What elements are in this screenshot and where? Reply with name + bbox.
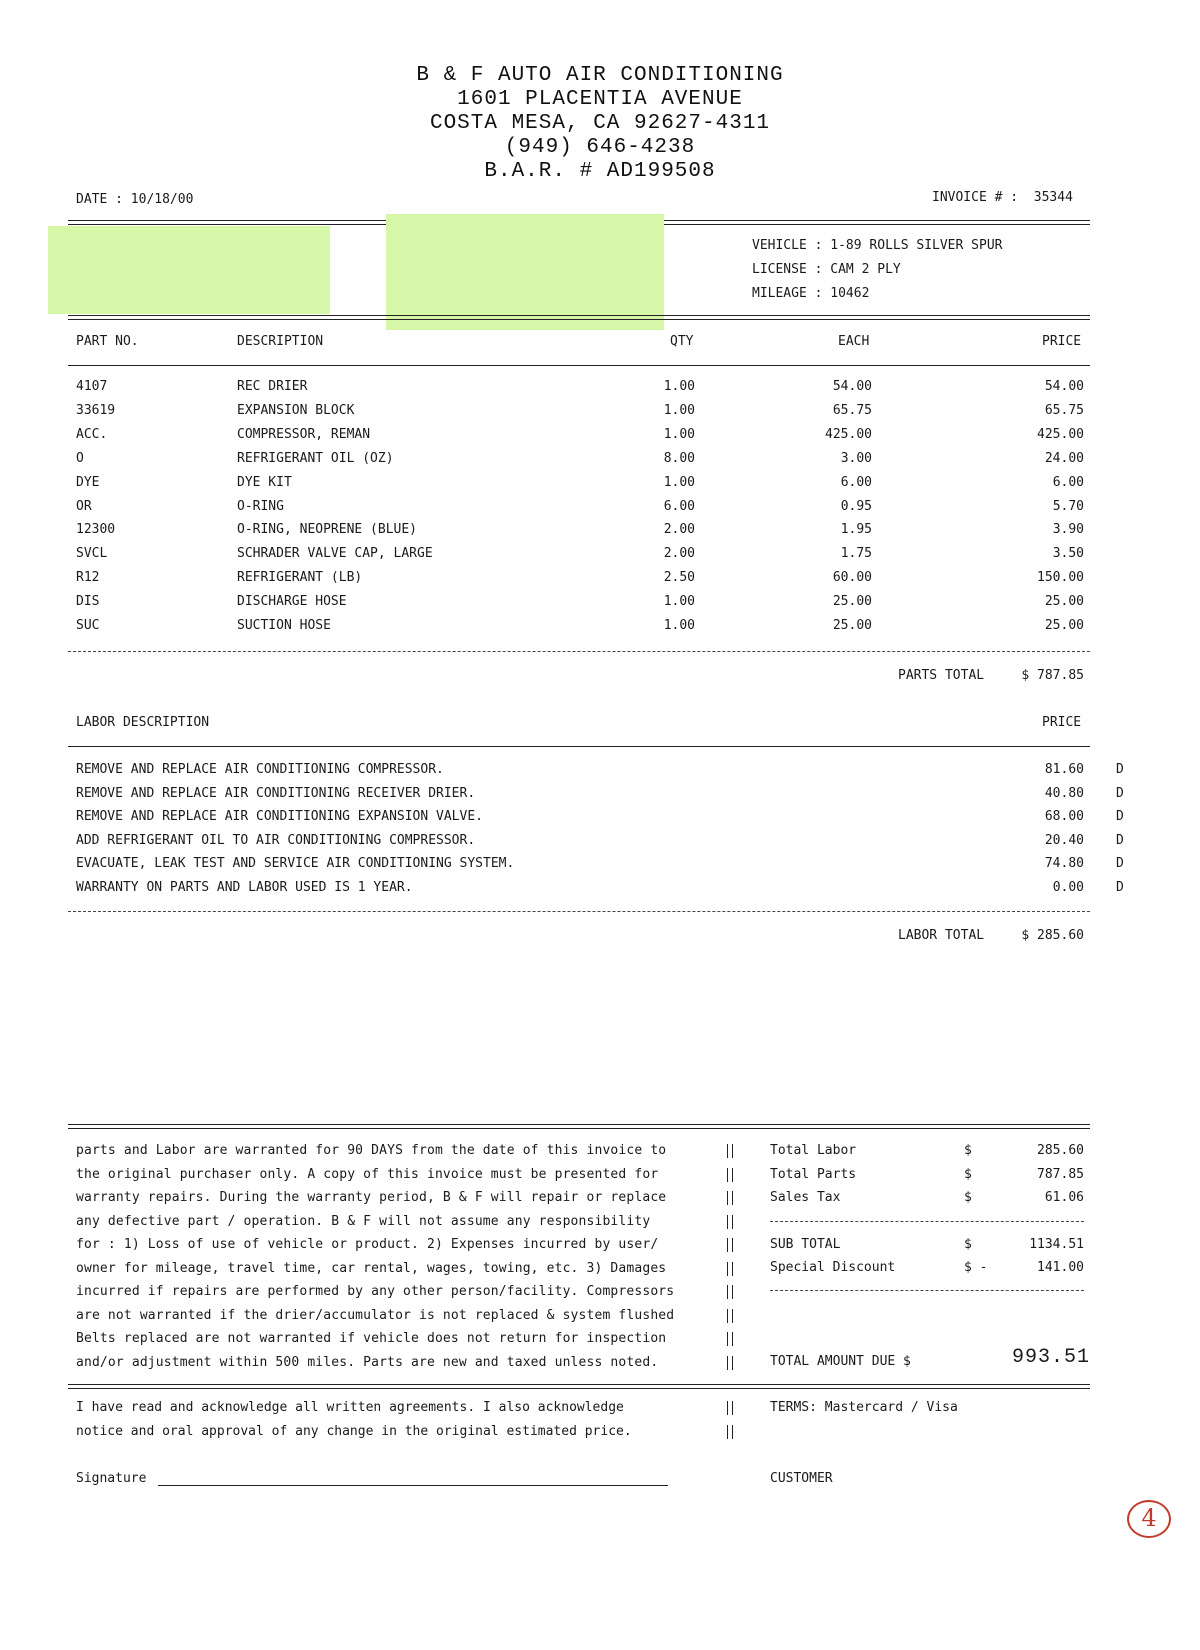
part-price: 150.00 xyxy=(1037,570,1084,586)
table-row xyxy=(0,786,1200,806)
warranty-line: for : 1) Loss of use of vehicle or product. 2) Expenses incurred by user/ xyxy=(76,1237,659,1252)
discount-sign: $ - xyxy=(964,1260,988,1275)
acknowledge-rule xyxy=(68,1384,1090,1389)
header-price: PRICE xyxy=(1042,334,1082,349)
warranty-line: are not warranted if the drier/accumulator is not replaced & system flushed xyxy=(76,1307,675,1323)
labor-price: 0.00 xyxy=(1052,880,1084,895)
part-price: 3.90 xyxy=(1052,522,1084,538)
table-row xyxy=(0,833,1200,853)
labor-code: D xyxy=(1116,880,1124,895)
labor-description: REMOVE AND REPLACE AIR CONDITIONING RECEIVER DRIER. xyxy=(76,785,476,801)
part-no: SUC xyxy=(76,618,100,633)
labor-code: D xyxy=(1116,762,1124,777)
warranty-line: incurred if repairs are performed by any other person/facility. Compressors xyxy=(76,1284,675,1299)
license-value: CAM 2 PLY xyxy=(830,262,901,277)
table-row xyxy=(0,451,1200,471)
labor-code: D xyxy=(1116,832,1124,848)
part-price: 25.00 xyxy=(1044,618,1084,633)
labor-description: REMOVE AND REPLACE AIR CONDITIONING EXPANSION VALVE. xyxy=(76,809,483,825)
part-qty: 1.00 xyxy=(663,402,695,418)
part-each: 425.00 xyxy=(825,426,872,442)
discount-value: 141.00 xyxy=(1037,1260,1084,1275)
summary-dash-rule-1 xyxy=(770,1221,1084,1222)
labor-price: 40.80 xyxy=(1044,785,1084,801)
labor-code: D xyxy=(1116,856,1124,872)
table-row xyxy=(0,856,1200,876)
column-separator-bar xyxy=(727,1168,733,1182)
part-each: 3.00 xyxy=(840,450,872,466)
parts-dash-rule xyxy=(68,651,1090,652)
sales-tax-currency: $ xyxy=(964,1190,972,1205)
labor-price: 20.40 xyxy=(1044,832,1084,848)
vehicle-line: VEHICLE : 1-89 ROLLS SILVER SPUR xyxy=(752,238,1003,253)
part-no: DYE xyxy=(76,474,100,490)
acknowledge-line-2: notice and oral approval of any change in the original estimated price. xyxy=(76,1424,632,1439)
license-line: LICENSE : CAM 2 PLY xyxy=(752,262,901,277)
labor-header-description: LABOR DESCRIPTION xyxy=(76,715,210,730)
customer-label: CUSTOMER xyxy=(770,1471,833,1486)
redacted-customer-name xyxy=(48,226,330,314)
labor-header-rule xyxy=(68,746,1090,747)
part-description: COMPRESSOR, REMAN xyxy=(237,426,371,442)
part-qty: 2.50 xyxy=(663,570,695,586)
redacted-customer-address xyxy=(386,214,664,330)
sales-tax-value: 61.06 xyxy=(1044,1190,1084,1205)
table-row xyxy=(0,403,1200,423)
column-separator-bar xyxy=(727,1262,733,1276)
invoice-date: DATE : 10/18/00 xyxy=(76,192,194,207)
table-row xyxy=(0,880,1200,900)
warranty-line: Belts replaced are not warranted if vehicle does not return for inspection xyxy=(76,1331,667,1346)
table-row xyxy=(0,594,1200,614)
labor-dash-rule xyxy=(68,911,1090,912)
amount-due-value: 993.51 xyxy=(1011,1346,1090,1369)
table-row xyxy=(0,499,1200,519)
parts-total-value: $ 787.85 xyxy=(1021,668,1084,683)
part-price: 54.00 xyxy=(1044,379,1084,394)
vehicle-rule xyxy=(68,315,1090,320)
part-qty: 1.00 xyxy=(663,474,695,490)
part-each: 6.00 xyxy=(840,474,872,490)
part-price: 3.50 xyxy=(1052,546,1084,562)
bottom-rule xyxy=(68,1124,1090,1129)
part-each: 25.00 xyxy=(832,594,872,610)
terms: TERMS: Mastercard / Visa xyxy=(770,1400,958,1415)
part-no: O xyxy=(76,450,84,466)
part-no: 33619 xyxy=(76,402,116,418)
labor-price: 68.00 xyxy=(1044,809,1084,825)
part-each: 25.00 xyxy=(832,618,872,633)
table-row xyxy=(0,570,1200,590)
total-parts-value: 787.85 xyxy=(1037,1167,1084,1182)
acknowledge-line-1: I have read and acknowledge all written agreements. I also acknowledge xyxy=(76,1400,624,1415)
table-row xyxy=(0,809,1200,829)
labor-description: WARRANTY ON PARTS AND LABOR USED IS 1 YEAR. xyxy=(76,880,413,895)
invoice-number-label: INVOICE # xyxy=(932,190,1003,205)
invoice-number: INVOICE # : 35344 xyxy=(932,190,1073,205)
company-name: B & F AUTO AIR CONDITIONING xyxy=(416,64,784,87)
date-value: 10/18/00 xyxy=(130,192,194,207)
header-each: EACH xyxy=(838,334,870,349)
header-part-no: PART NO. xyxy=(76,334,139,349)
column-separator-bar xyxy=(727,1332,733,1346)
table-row xyxy=(0,522,1200,542)
part-description: O-RING xyxy=(237,498,284,514)
labor-header-price: PRICE xyxy=(1042,715,1082,730)
part-description: SCHRADER VALVE CAP, LARGE xyxy=(237,546,433,562)
ack-separator-1 xyxy=(727,1401,733,1415)
part-description: EXPANSION BLOCK xyxy=(237,402,355,418)
vehicle-label: VEHICLE xyxy=(752,238,807,253)
parts-total-label: PARTS TOTAL xyxy=(898,668,985,683)
part-price: 25.00 xyxy=(1044,594,1084,610)
part-each: 1.75 xyxy=(840,546,872,562)
parts-header-rule xyxy=(68,365,1090,366)
summary-dash-rule-2 xyxy=(770,1290,1084,1291)
table-row xyxy=(0,379,1200,399)
part-no: OR xyxy=(76,498,92,514)
part-description: REFRIGERANT OIL (OZ) xyxy=(237,450,394,466)
part-price: 24.00 xyxy=(1044,450,1084,466)
header-qty: QTY xyxy=(670,334,694,349)
part-description: SUCTION HOSE xyxy=(237,618,331,633)
part-each: 1.95 xyxy=(840,522,872,538)
license-label: LICENSE xyxy=(752,262,807,277)
amount-due-label: TOTAL AMOUNT DUE $ xyxy=(770,1354,911,1369)
warranty-line: and/or adjustment within 500 miles. Parts are new and taxed unless noted. xyxy=(76,1354,659,1370)
warranty-line: warranty repairs. During the warranty period, B & F will repair or replace xyxy=(76,1190,667,1205)
column-separator-bar xyxy=(727,1285,733,1299)
table-row xyxy=(0,475,1200,495)
date-label: DATE xyxy=(76,192,108,207)
table-row xyxy=(0,762,1200,782)
column-separator-bar xyxy=(727,1309,733,1323)
part-price: 425.00 xyxy=(1037,426,1084,442)
table-row xyxy=(0,427,1200,447)
sub-total-currency: $ xyxy=(964,1237,972,1252)
part-qty: 1.00 xyxy=(663,426,695,442)
part-no: 4107 xyxy=(76,379,108,394)
labor-description: REMOVE AND REPLACE AIR CONDITIONING COMPRESSOR. xyxy=(76,762,444,777)
part-no: 12300 xyxy=(76,522,116,538)
mileage-label: MILEAGE xyxy=(752,286,807,301)
header-description: DESCRIPTION xyxy=(237,334,324,349)
signature-label: Signature xyxy=(76,1471,147,1486)
part-description: O-RING, NEOPRENE (BLUE) xyxy=(237,522,418,538)
column-separator-bar xyxy=(727,1215,733,1229)
signature-line xyxy=(158,1485,668,1486)
part-qty: 1.00 xyxy=(663,618,695,633)
company-phone: (949) 646-4238 xyxy=(504,136,696,159)
sales-tax-label: Sales Tax xyxy=(770,1190,841,1205)
part-each: 54.00 xyxy=(832,379,872,394)
labor-price: 81.60 xyxy=(1044,762,1084,777)
part-no: DIS xyxy=(76,594,100,610)
part-price: 65.75 xyxy=(1044,402,1084,418)
mileage-value: 10462 xyxy=(830,286,870,301)
part-description: DYE KIT xyxy=(237,474,292,490)
vehicle-value: 1-89 ROLLS SILVER SPUR xyxy=(830,238,1003,253)
column-separator-bar xyxy=(727,1191,733,1205)
part-description: DISCHARGE HOSE xyxy=(237,594,347,610)
part-no: ACC. xyxy=(76,426,108,442)
part-description: REC DRIER xyxy=(237,379,308,394)
part-price: 5.70 xyxy=(1052,498,1084,514)
table-row xyxy=(0,618,1200,638)
part-qty: 1.00 xyxy=(663,379,695,394)
warranty-line: any defective part / operation. B & F will not assume any responsibility xyxy=(76,1213,651,1229)
part-each: 65.75 xyxy=(832,402,872,418)
part-qty: 6.00 xyxy=(663,498,695,514)
labor-price: 74.80 xyxy=(1044,856,1084,872)
part-qty: 2.00 xyxy=(663,546,695,562)
total-labor-currency: $ xyxy=(964,1143,972,1158)
warranty-line: parts and Labor are warranted for 90 DAYS from the date of this invoice to xyxy=(76,1143,667,1158)
total-parts-label: Total Parts xyxy=(770,1167,857,1182)
labor-code: D xyxy=(1116,785,1124,801)
ack-separator-2 xyxy=(727,1425,733,1439)
warranty-line: owner for mileage, travel time, car rental, wages, towing, etc. 3) Damages xyxy=(76,1260,667,1276)
part-each: 60.00 xyxy=(832,570,872,586)
mileage-line: MILEAGE : 10462 xyxy=(752,286,870,301)
discount-label: Special Discount xyxy=(770,1260,896,1275)
part-each: 0.95 xyxy=(840,498,872,514)
part-qty: 2.00 xyxy=(663,522,695,538)
company-bar-number: B.A.R. # AD199508 xyxy=(484,160,716,183)
part-no: R12 xyxy=(76,570,100,586)
total-labor-label: Total Labor xyxy=(770,1143,857,1158)
warranty-line: the original purchaser only. A copy of this invoice must be presented for xyxy=(76,1166,659,1182)
part-no: SVCL xyxy=(76,546,108,562)
company-city: COSTA MESA, CA 92627-4311 xyxy=(429,112,771,135)
column-separator-bar xyxy=(727,1356,733,1370)
labor-total-label: LABOR TOTAL xyxy=(898,928,985,943)
company-address: 1601 PLACENTIA AVENUE xyxy=(457,88,743,111)
parts-header-row xyxy=(0,334,1200,354)
sub-total-value: 1134.51 xyxy=(1029,1237,1084,1252)
labor-total-value: $ 285.60 xyxy=(1021,928,1084,943)
part-price: 6.00 xyxy=(1052,474,1084,490)
labor-description: ADD REFRIGERANT OIL TO AIR CONDITIONING COMPRESSOR. xyxy=(76,832,476,848)
invoice-number-value: 35344 xyxy=(1033,190,1073,205)
column-separator-bar xyxy=(727,1238,733,1252)
total-parts-currency: $ xyxy=(964,1167,972,1182)
labor-description: EVACUATE, LEAK TEST AND SERVICE AIR CONDITIONING SYSTEM. xyxy=(76,856,515,872)
table-row xyxy=(0,546,1200,566)
part-qty: 1.00 xyxy=(663,594,695,610)
part-description: REFRIGERANT (LB) xyxy=(237,570,363,586)
page-number-mark: 4 xyxy=(1127,1500,1171,1538)
total-labor-value: 285.60 xyxy=(1037,1143,1084,1158)
part-qty: 8.00 xyxy=(663,450,695,466)
labor-code: D xyxy=(1116,809,1124,825)
column-separator-bar xyxy=(727,1144,733,1158)
sub-total-label: SUB TOTAL xyxy=(770,1237,841,1252)
